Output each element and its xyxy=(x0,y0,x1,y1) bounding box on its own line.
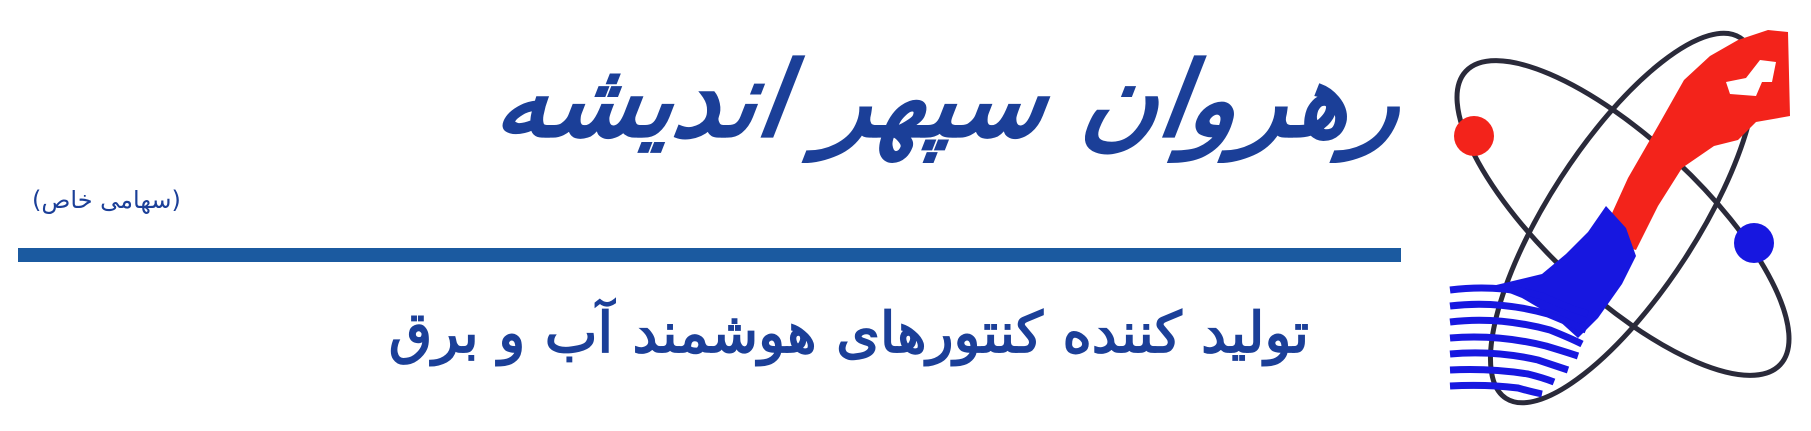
red-dot-icon xyxy=(1454,116,1494,156)
tagline: تولید کننده کنتورهای هوشمند آب و برق xyxy=(388,300,1309,366)
company-name: رهروان سپهر اندیشه xyxy=(488,39,1410,161)
company-type-label: (سهامی خاص) xyxy=(32,186,181,214)
water-waves-icon xyxy=(1450,288,1588,394)
blue-dot-icon xyxy=(1734,223,1774,263)
atom-orbit-logo-icon xyxy=(1438,18,1808,413)
divider xyxy=(18,248,1401,262)
